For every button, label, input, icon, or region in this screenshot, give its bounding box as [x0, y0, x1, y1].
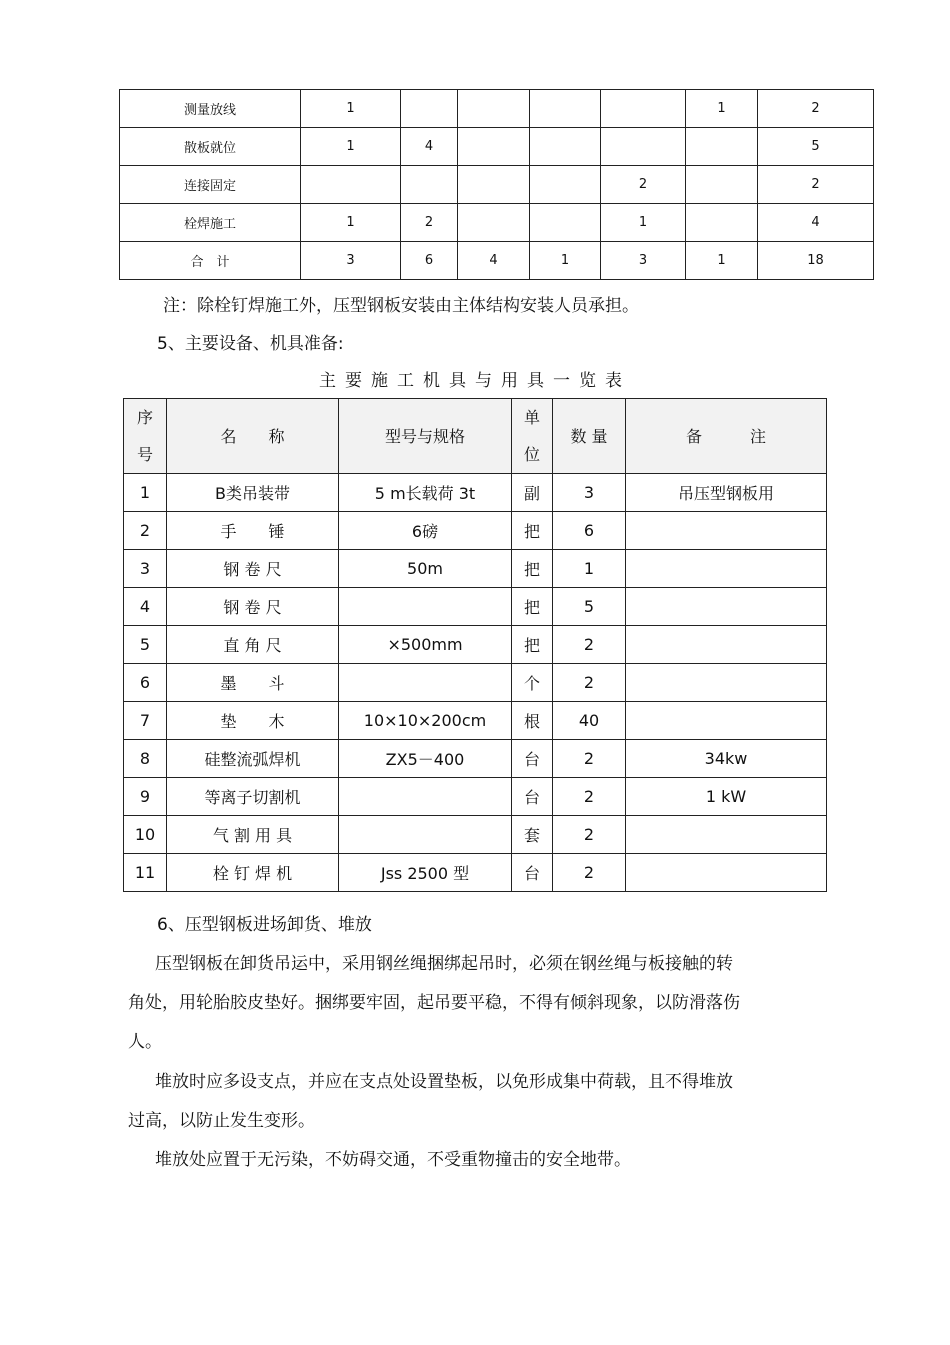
- cell-spec: [339, 778, 512, 816]
- table-row: [124, 626, 827, 664]
- paragraph-2-line-2: 过高，以防止发生变形。: [128, 1111, 315, 1131]
- cell-remark: [626, 588, 827, 626]
- table-row: [124, 740, 827, 778]
- table-cell: [530, 166, 601, 204]
- cell-unit: 台: [512, 740, 553, 778]
- table-cell: 4: [458, 242, 530, 280]
- table-cell: [601, 90, 686, 128]
- cell-qty: 2: [553, 854, 626, 892]
- cell-name: 钢 卷 尺: [167, 550, 339, 588]
- cell-spec: 5 m长载荷 3t: [339, 474, 512, 512]
- paragraph-1-line-3: 人。: [128, 1032, 162, 1052]
- table-row: [124, 816, 827, 854]
- cell-name: 墨 斗: [167, 664, 339, 702]
- paragraph-2-line-1: 堆放时应多设支点，并应在支点处设置垫板，以免形成集中荷载，且不得堆放: [155, 1072, 733, 1092]
- table-cell: [458, 90, 530, 128]
- cell-unit: 根: [512, 702, 553, 740]
- table-row: [124, 702, 827, 740]
- cell-no: 9: [124, 778, 167, 816]
- paragraph-3-line-1: 堆放处应置于无污染，不妨碍交通，不受重物撞击的安全地带。: [155, 1150, 631, 1170]
- paragraph-1-line-2: 角处，用轮胎胶皮垫好。捆绑要牢固，起吊要平稳，不得有倾斜现象，以防滑落伤: [128, 993, 740, 1013]
- table-row: [120, 128, 874, 166]
- cell-remark: [626, 702, 827, 740]
- cell-remark: [626, 626, 827, 664]
- row-label: 栓焊施工: [120, 204, 301, 242]
- personnel-table: [119, 89, 874, 280]
- table-cell: [530, 90, 601, 128]
- cell-remark: [626, 550, 827, 588]
- table-cell: 1: [601, 204, 686, 242]
- table-cell: [530, 128, 601, 166]
- row-label: 连接固定: [120, 166, 301, 204]
- section-6-heading: 6、压型钢板进场卸货、堆放: [157, 915, 372, 935]
- table-cell: [686, 166, 758, 204]
- cell-unit: 把: [512, 550, 553, 588]
- equipment-table-title: 主要施工机具与用具一览表: [319, 371, 631, 391]
- cell-name: 气 割 用 具: [167, 816, 339, 854]
- header-unit: 单位: [512, 399, 553, 474]
- cell-unit: 套: [512, 816, 553, 854]
- table-row: [124, 588, 827, 626]
- cell-unit: 台: [512, 854, 553, 892]
- header-name: 名 称: [167, 399, 339, 474]
- table-header-row: [124, 399, 827, 474]
- cell-unit: 台: [512, 778, 553, 816]
- cell-no: 8: [124, 740, 167, 778]
- row-label: 测量放线: [120, 90, 301, 128]
- cell-name: 直 角 尺: [167, 626, 339, 664]
- cell-remark: [626, 664, 827, 702]
- table-cell: [401, 90, 458, 128]
- table-cell: 3: [601, 242, 686, 280]
- table-row: [124, 512, 827, 550]
- cell-qty: 2: [553, 816, 626, 854]
- cell-no: 6: [124, 664, 167, 702]
- table-note: 注：除栓钉焊施工外，压型钢板安装由主体结构安装人员承担。: [163, 296, 639, 316]
- header-seq: 序号: [124, 399, 167, 474]
- paragraph-1-line-1: 压型钢板在卸货吊运中，采用钢丝绳捆绑起吊时，必须在钢丝绳与板接触的转: [155, 954, 733, 974]
- cell-qty: 6: [553, 512, 626, 550]
- cell-spec: Jss 2500 型: [339, 854, 512, 892]
- table-cell: 3: [301, 242, 401, 280]
- table-row: [120, 242, 874, 280]
- cell-qty: 1: [553, 550, 626, 588]
- cell-qty: 40: [553, 702, 626, 740]
- cell-spec: 50m: [339, 550, 512, 588]
- cell-no: 1: [124, 474, 167, 512]
- table-row: [120, 90, 874, 128]
- cell-no: 4: [124, 588, 167, 626]
- cell-remark: [626, 512, 827, 550]
- table-cell: 2: [601, 166, 686, 204]
- cell-qty: 2: [553, 778, 626, 816]
- table-cell: [401, 166, 458, 204]
- table-row: [124, 778, 827, 816]
- header-remark: 备 注: [626, 399, 827, 474]
- table-cell: 1: [686, 242, 758, 280]
- cell-name: 垫 木: [167, 702, 339, 740]
- table-cell: [458, 204, 530, 242]
- row-label: 合 计: [120, 242, 301, 280]
- table-cell: [686, 128, 758, 166]
- table-cell: [458, 128, 530, 166]
- cell-qty: 5: [553, 588, 626, 626]
- table-cell: 1: [686, 90, 758, 128]
- table-cell: 1: [530, 242, 601, 280]
- table-cell: [686, 204, 758, 242]
- table-cell: 2: [758, 166, 874, 204]
- cell-name: 等离子切割机: [167, 778, 339, 816]
- table-cell: 1: [301, 90, 401, 128]
- table-row: [124, 474, 827, 512]
- table-cell: [601, 128, 686, 166]
- table-row: [124, 550, 827, 588]
- cell-spec: ZX5－400: [339, 740, 512, 778]
- table-row: [124, 854, 827, 892]
- cell-spec: ×500mm: [339, 626, 512, 664]
- cell-unit: 把: [512, 588, 553, 626]
- table-cell: [530, 204, 601, 242]
- cell-no: 7: [124, 702, 167, 740]
- table-row: [120, 204, 874, 242]
- cell-no: 3: [124, 550, 167, 588]
- table-cell: 1: [301, 128, 401, 166]
- table-cell: 5: [758, 128, 874, 166]
- table-cell: 6: [401, 242, 458, 280]
- header-spec: 型号与规格: [339, 399, 512, 474]
- cell-name: 钢 卷 尺: [167, 588, 339, 626]
- cell-unit: 个: [512, 664, 553, 702]
- cell-unit: 把: [512, 512, 553, 550]
- cell-remark: 1 kW: [626, 778, 827, 816]
- cell-remark: 34kw: [626, 740, 827, 778]
- cell-spec: 6磅: [339, 512, 512, 550]
- cell-no: 5: [124, 626, 167, 664]
- cell-unit: 把: [512, 626, 553, 664]
- cell-no: 2: [124, 512, 167, 550]
- cell-qty: 3: [553, 474, 626, 512]
- section-5-heading: 5、主要设备、机具准备:: [157, 334, 344, 354]
- cell-spec: [339, 816, 512, 854]
- cell-name: B类吊装带: [167, 474, 339, 512]
- cell-qty: 2: [553, 740, 626, 778]
- table-cell: 4: [758, 204, 874, 242]
- equipment-table: [123, 398, 827, 892]
- cell-no: 10: [124, 816, 167, 854]
- cell-unit: 副: [512, 474, 553, 512]
- table-cell: 2: [758, 90, 874, 128]
- header-qty: 数 量: [553, 399, 626, 474]
- cell-spec: [339, 588, 512, 626]
- cell-no: 11: [124, 854, 167, 892]
- table-cell: [458, 166, 530, 204]
- cell-remark: 吊压型钢板用: [626, 474, 827, 512]
- row-label: 散板就位: [120, 128, 301, 166]
- table-cell: 1: [301, 204, 401, 242]
- cell-remark: [626, 816, 827, 854]
- cell-name: 硅整流弧焊机: [167, 740, 339, 778]
- cell-remark: [626, 854, 827, 892]
- cell-spec: 10×10×200cm: [339, 702, 512, 740]
- table-cell: 18: [758, 242, 874, 280]
- cell-name: 手 锤: [167, 512, 339, 550]
- cell-qty: 2: [553, 626, 626, 664]
- table-row: [120, 166, 874, 204]
- table-cell: [301, 166, 401, 204]
- table-row: [124, 664, 827, 702]
- cell-qty: 2: [553, 664, 626, 702]
- cell-spec: [339, 664, 512, 702]
- cell-name: 栓 钉 焊 机: [167, 854, 339, 892]
- table-cell: 4: [401, 128, 458, 166]
- table-cell: 2: [401, 204, 458, 242]
